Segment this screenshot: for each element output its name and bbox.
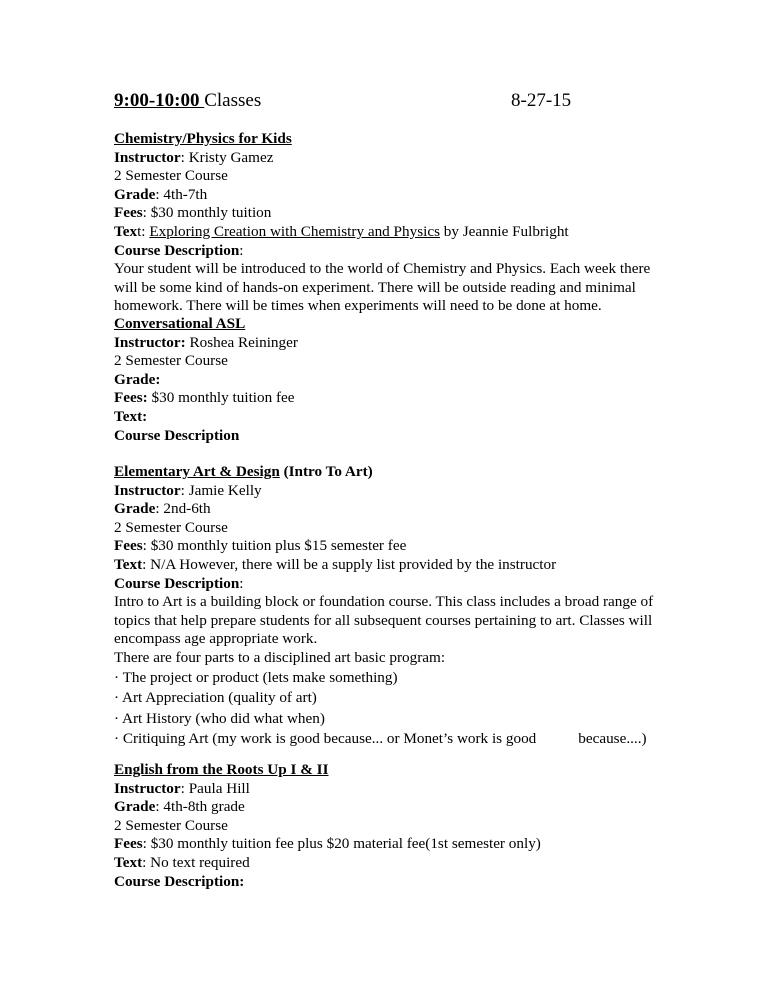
grade-line xyxy=(114,371,674,390)
bullet-item xyxy=(114,730,674,749)
instructor-label: Instructor xyxy=(114,148,181,166)
description-heading: Course Description: xyxy=(114,574,244,592)
grade-line: Grade: 2nd-6th xyxy=(114,500,211,518)
description-heading xyxy=(114,427,674,446)
bullet-item: · Art History (who did what when) xyxy=(114,709,325,727)
bullet-text-tail: because....) xyxy=(578,730,647,748)
text-line: Text: N/A However, there will be a supply list provided by the instructor xyxy=(114,555,557,573)
course-title-line xyxy=(114,463,674,482)
text-label: Text: xyxy=(114,407,148,425)
semester-line: 2 Semester Course xyxy=(114,352,228,370)
fees-label: Fees xyxy=(114,835,143,853)
text-line: Text: No text required xyxy=(114,853,250,871)
course-title: Elementary Art & Design xyxy=(114,463,280,480)
text-value: N/A However, there will be a supply list provided by the instructor xyxy=(146,555,557,573)
text-line xyxy=(114,223,674,242)
fees-value: $30 monthly tuition plus $15 semester fee xyxy=(146,537,407,555)
semester-line: 2 Semester Course xyxy=(114,816,228,834)
page-header xyxy=(114,90,674,112)
grade-label: Grade: xyxy=(114,370,161,388)
description-heading xyxy=(114,873,674,892)
text-label: Text xyxy=(114,853,143,871)
description-line: homework. There will be times when experiments will need to be done at home. xyxy=(114,297,602,315)
description-line: will be some kind of hands-on experiment. There will be outside reading and minimal xyxy=(114,278,636,296)
course-title: Conversational ASL xyxy=(114,315,246,332)
bullet-text: · Critiquing Art (my work is good because... or Monet’s work is good xyxy=(114,730,537,748)
semester-line: 2 Semester Course xyxy=(114,167,228,185)
text-line xyxy=(114,408,674,427)
bullet-item: · The project or product (lets make something) xyxy=(114,668,398,686)
grade-value: 4th-8th grade xyxy=(159,798,245,816)
instructor-label: Instructor: xyxy=(114,333,186,351)
fees-line: Fees: $30 monthly tuition xyxy=(114,204,272,222)
description-line: topics that help prepare students for all subsequent courses pertaining to art. Classes will xyxy=(114,611,653,629)
text-value: No text required xyxy=(146,853,250,871)
instructor-line: Instructor: Jamie Kelly xyxy=(114,481,262,499)
fees-line: Fees: $30 monthly tuition fee plus $20 material fee(1st semester only) xyxy=(114,835,541,853)
description-label: Course Description xyxy=(114,426,240,444)
instructor-value: Roshea Reininger xyxy=(185,333,298,351)
grade-line: Grade: 4th-7th xyxy=(114,185,208,203)
fees-label: Fees xyxy=(114,204,143,222)
text-label: Tex xyxy=(114,222,138,240)
description-label: Course Description: xyxy=(114,872,245,890)
instructor-label: Instructor xyxy=(114,481,181,499)
fees-line xyxy=(114,389,674,408)
instructor-line: Instructor: Kristy Gamez xyxy=(114,148,274,166)
semester-line: 2 Semester Course xyxy=(114,518,228,536)
instructor-label: Instructor xyxy=(114,779,181,797)
fees-value: $30 monthly tuition xyxy=(146,204,272,222)
course-elementary-art xyxy=(114,463,674,749)
description-line: Intro to Art is a building block or foundation course. This class includes a broad range of xyxy=(114,593,654,611)
fees-value: $30 monthly tuition fee xyxy=(147,389,295,407)
bullet-item: · Art Appreciation (quality of art) xyxy=(114,689,317,707)
description-label: Course Description xyxy=(114,574,240,592)
text-label-tail: t: xyxy=(137,222,150,240)
instructor-value: Kristy Gamez xyxy=(184,148,274,166)
course-conversational-asl xyxy=(114,315,674,445)
fees-label: Fees: xyxy=(114,389,148,407)
description-line: There are four parts to a disciplined art basic program: xyxy=(114,648,446,666)
header-date: 8-27-15 xyxy=(511,90,572,111)
text-book-title: Exploring Creation with Chemistry and Physics xyxy=(149,222,440,240)
course-title-extra: (Intro To Art) xyxy=(279,463,373,480)
text-author: by Jeannie Fulbright xyxy=(439,222,569,240)
fees-value: $30 monthly tuition fee plus $20 material fee(1st semester only) xyxy=(146,835,541,853)
course-title: Chemistry/Physics for Kids xyxy=(114,130,292,147)
grade-label: Grade xyxy=(114,500,156,518)
fees-label: Fees xyxy=(114,537,143,555)
text-label: Text xyxy=(114,555,143,573)
description-line: encompass age appropriate work. xyxy=(114,630,318,648)
header-label: Classes xyxy=(204,90,262,111)
fees-line: Fees: $30 monthly tuition plus $15 semester fee xyxy=(114,537,407,555)
header-time: 9:00-10:00 xyxy=(114,90,205,111)
instructor-value: Paula Hill xyxy=(184,779,250,797)
grade-label: Grade xyxy=(114,185,156,203)
description-line: Your student will be introduced to the world of Chemistry and Physics. Each week there xyxy=(114,260,651,278)
course-chemistry-physics xyxy=(114,130,674,316)
grade-value: 4th-7th xyxy=(159,185,208,203)
grade-line: Grade: 4th-8th grade xyxy=(114,798,245,816)
instructor-line xyxy=(114,334,674,353)
course-title: English from the Roots Up I & II xyxy=(114,761,329,778)
instructor-value: Jamie Kelly xyxy=(184,481,262,499)
description-label: Course Description xyxy=(114,241,240,259)
grade-value: 2nd-6th xyxy=(159,500,211,518)
instructor-line: Instructor: Paula Hill xyxy=(114,779,250,797)
course-english-roots xyxy=(114,761,674,891)
description-heading: Course Description: xyxy=(114,241,244,259)
grade-label: Grade xyxy=(114,798,156,816)
